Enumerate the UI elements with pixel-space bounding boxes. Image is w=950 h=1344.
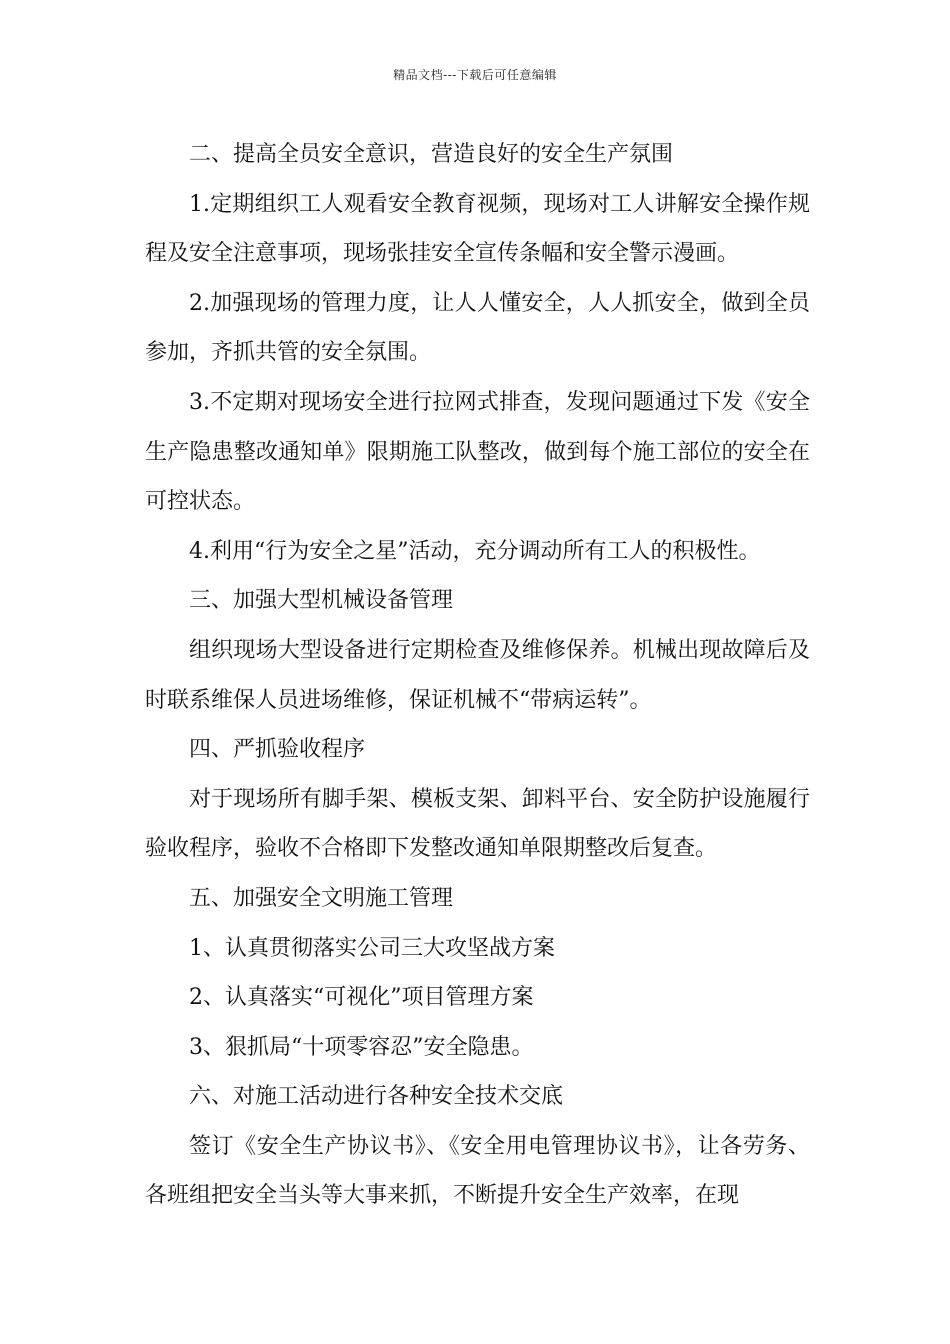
section-heading-6: 六、对施工活动进行各种安全技术交底 [189, 1084, 564, 1110]
document-body [145, 130, 810, 1221]
paragraph: 4.利用“行为安全之星”活动，充分调动所有工人的积极性。 [189, 538, 761, 564]
paragraph: 3.不定期对现场安全进行拉网式排查，发现问题通过下发《安全生产隐患整改通知单》限期施工队整改，做到每个施工部位的安全在可控状态。 [145, 389, 810, 515]
paragraph: 签订《安全生产协议书》、《安全用电管理协议书》，让各劳务、各班组把安全当头等大事来抓，不断提升安全生产效率，在现 [145, 1133, 810, 1209]
paragraph: 1.定期组织工人观看安全教育视频，现场对工人讲解安全操作规程及安全注意事项，现场张挂安全宣传条幅和安全警示漫画。 [145, 191, 810, 267]
page-header: 精品文档---下载后可任意编辑 [393, 68, 557, 82]
paragraph: 组织现场大型设备进行定期检查及维修保养。机械出现故障后及时联系维保人员进场维修，保证机械不“带病运转”。 [145, 637, 810, 713]
section-heading-2: 二、提高全员安全意识，营造良好的安全生产氛围 [189, 142, 674, 167]
list-item: 3、狠抓局“十项零容忍”安全隐患。 [189, 1034, 534, 1060]
section-heading-5: 五、加强安全文明施工管理 [189, 885, 454, 911]
list-item: 1、认真贯彻落实公司三大攻坚战方案 [189, 935, 555, 961]
paragraph: 对于现场所有脚手架、模板支架、卸料平台、安全防护设施履行验收程序，验收不合格即下发整改通知单限期整改后复查。 [145, 786, 810, 862]
paragraph: 2.加强现场的管理力度，让人人懂安全，人人抓安全，做到全员参加，齐抓共管的安全氛围。 [145, 290, 810, 366]
section-heading-4: 四、严抓验收程序 [189, 737, 366, 763]
list-item: 2、认真落实“可视化”项目管理方案 [189, 985, 534, 1011]
section-heading-3: 三、加强大型机械设备管理 [189, 588, 454, 614]
